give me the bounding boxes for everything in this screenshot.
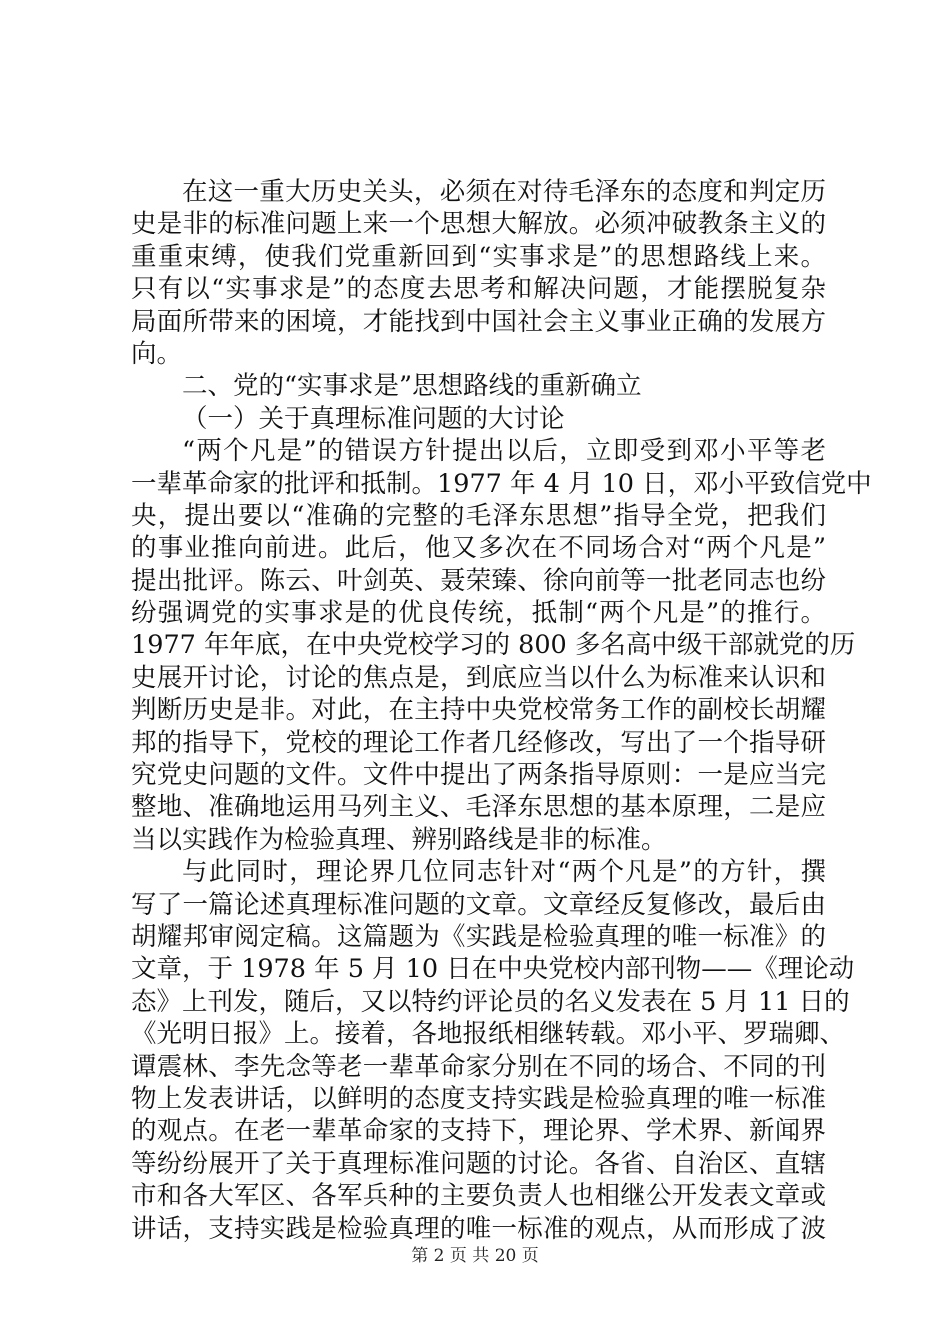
subsection-heading: （一）关于真理标准问题的大讨论 bbox=[182, 403, 565, 434]
text-line: 究党史问题的文件。文件中提出了两条指导原则：一是应当完 bbox=[131, 760, 826, 791]
text-line: 物上发表讲话，以鲜明的态度支持实践是检验真理的唯一标准 bbox=[131, 1083, 826, 1114]
text-line: 在这一重大历史关头，必须在对待毛泽东的态度和判定历 bbox=[182, 177, 826, 207]
page-footer: 第 2 页 共 20 页 bbox=[411, 1246, 539, 1266]
text-line: 的事业推向前进。此后，他又多次在不同场合对“两个凡是” bbox=[131, 533, 826, 564]
text-line: 史展开讨论，讨论的焦点是，到底应当以什么为标准来认识和 bbox=[131, 662, 826, 693]
text-line: 市和各大军区、各军兵种的主要负责人也相继公开发表文章或 bbox=[131, 1181, 826, 1212]
text-line: 整地、准确地运用马列主义、毛泽东思想的基本原理，二是应 bbox=[131, 792, 826, 823]
text-line: 纷强调党的实事求是的优良传统，抵制“两个凡是”的推行。 bbox=[131, 598, 826, 629]
text-line: 的观点。在老一辈革命家的支持下，理论界、学术界、新闻界 bbox=[131, 1116, 826, 1147]
text-line: 当以实践作为检验真理、辨别路线是非的标准。 bbox=[131, 824, 667, 855]
text-line: 只有以“实事求是”的态度去思考和解决问题，才能摆脱复杂 bbox=[131, 274, 826, 305]
document-body bbox=[131, 176, 872, 1245]
text-line: 胡耀邦审阅定稿。这篇题为《实践是检验真理的唯一标准》的 bbox=[131, 921, 826, 952]
text-line: 谭震林、李先念等老一辈革命家分别在不同的场合、不同的刊 bbox=[131, 1051, 826, 1082]
section-heading: 二、党的“实事求是”思想路线的重新确立 bbox=[182, 371, 642, 402]
text-line: “两个凡是”的错误方针提出以后，立即受到邓小平等老 bbox=[182, 436, 826, 467]
text-line: 判断历史是非。对此，在主持中央党校常务工作的副校长胡耀 bbox=[131, 695, 826, 726]
text-line: 1977 年年底，在中央党校学习的 800 多名高中级干部就党的历 bbox=[131, 630, 856, 661]
text-line: 向。 bbox=[131, 338, 183, 369]
text-line: 邦的指导下，党校的理论工作者几经修改，写出了一个指导研 bbox=[131, 727, 826, 758]
text-line: 与此同时，理论界几位同志针对“两个凡是”的方针，撰 bbox=[182, 857, 826, 888]
text-line: 态》上刊发，随后，又以特约评论员的名义发表在 5 月 11 日的 bbox=[131, 986, 850, 1017]
text-line: 文章，于 1978 年 5 月 10 日在中央党校内部刊物——《理论动 bbox=[131, 954, 855, 985]
text-line: 提出批评。陈云、叶剑英、聂荣臻、徐向前等一批老同志也纷 bbox=[131, 565, 826, 596]
text-line: 史是非的标准问题上来一个思想大解放。必须冲破教条主义的 bbox=[131, 209, 826, 240]
text-line: 讲话，支持实践是检验真理的唯一标准的观点，从而形成了波 bbox=[131, 1213, 826, 1244]
text-line: 央，提出要以“准确的完整的毛泽东思想”指导全党，把我们 bbox=[131, 500, 826, 531]
text-line: 等纷纷展开了关于真理标准问题的讨论。各省、自治区、直辖 bbox=[131, 1148, 826, 1179]
text-line: 写了一篇论述真理标准问题的文章。文章经反复修改，最后由 bbox=[131, 889, 826, 920]
text-line: 局面所带来的困境，才能找到中国社会主义事业正确的发展方 bbox=[131, 306, 826, 337]
text-line: 一辈革命家的批评和抵制。1977 年 4 月 10 日，邓小平致信党中 bbox=[131, 468, 872, 499]
text-line: 《光明日报》上。接着，各地报纸相继转载。邓小平、罗瑞卿、 bbox=[131, 1019, 846, 1050]
text-line: 重重束缚，使我们党重新回到“实事求是”的思想路线上来。 bbox=[131, 241, 826, 272]
